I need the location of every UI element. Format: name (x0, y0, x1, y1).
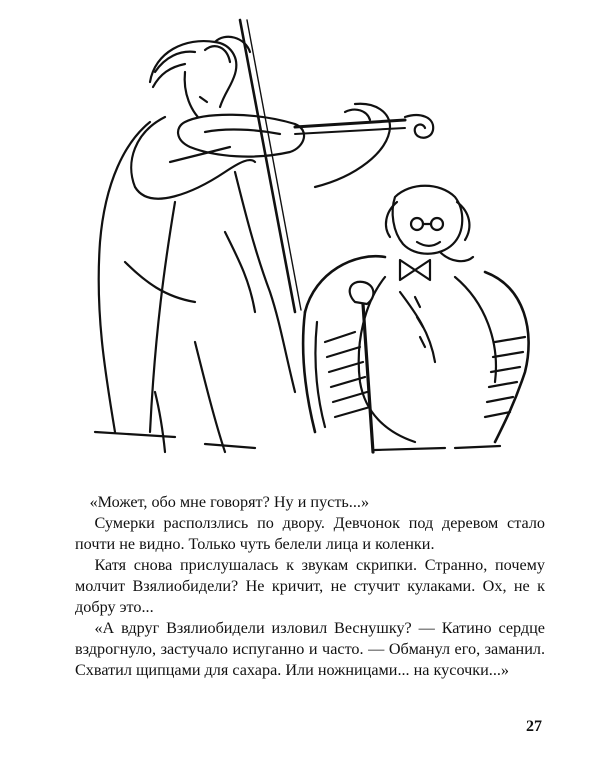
paragraph-2: Сумерки расползлись по двору. Девчонок под деревом стало почти не видно. Только чуть белели лица и коленки. (75, 514, 545, 553)
page-number: 27 (526, 718, 542, 735)
paragraph-3: Катя снова прислушалась к звукам скрипки. Странно, почему молчит Взялиобидели? Не кричит, не стучит кулаками. Ох, не к добру это... (75, 556, 545, 616)
paragraph-1: «Может, обо мне говорят? Ну и пусть...» (89, 493, 370, 511)
illustration-violinist-and-old-man (55, 12, 545, 462)
story-text (75, 492, 545, 681)
paragraph-4: «А вдруг Взялиобидели изловил Веснушку? — Катино сердце вздрогнуло, застучало испуганно и часто. — Обманул его, заманил. Схватил щипцами для сахара. Или ножницами... на кусочки...» (75, 619, 545, 679)
